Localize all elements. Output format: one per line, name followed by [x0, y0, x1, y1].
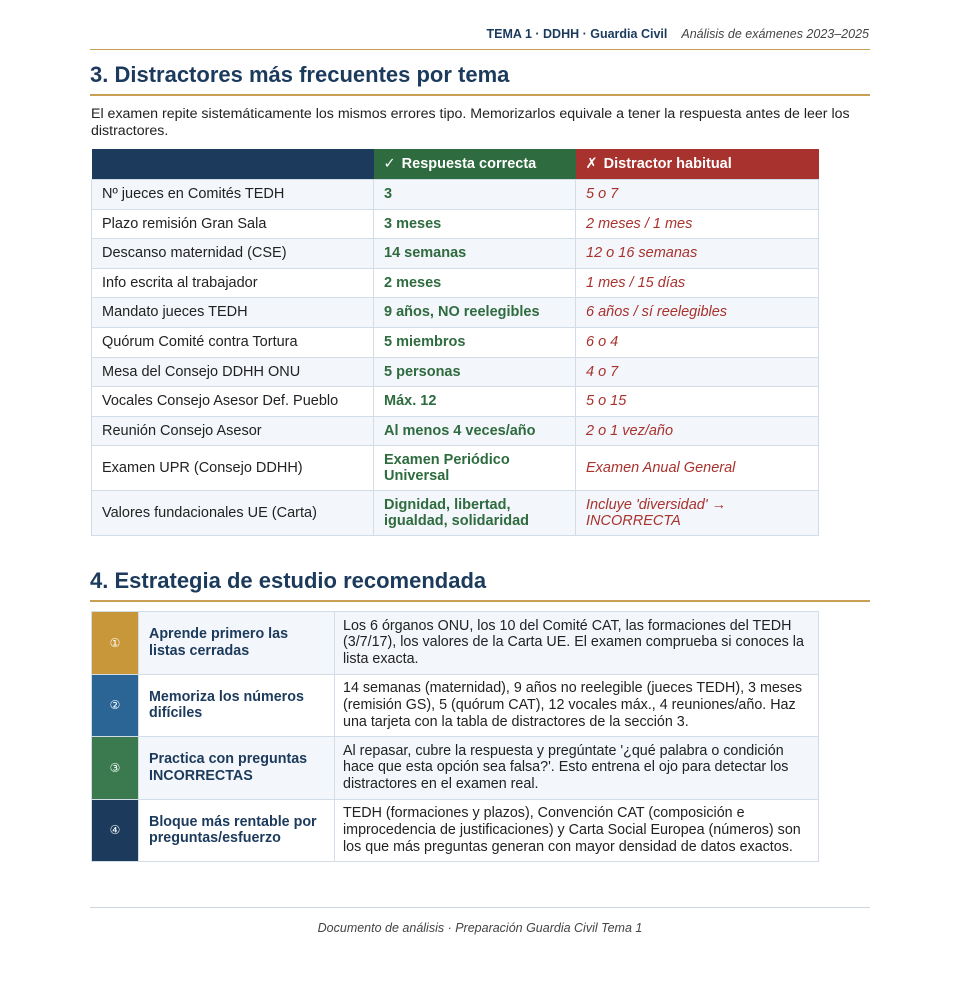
strategy-step: [92, 799, 819, 862]
row-correct-answer: 9 años, NO reelegibles: [374, 298, 576, 328]
row-concept: Quórum Comité contra Tortura: [92, 327, 374, 357]
page-footer: Documento de análisis · Preparación Guardia Civil Tema 1: [317, 921, 643, 935]
row-concept: Descanso maternidad (CSE): [92, 239, 374, 269]
row-correct-answer: Máx. 12: [374, 387, 576, 417]
table-row: [92, 268, 819, 298]
row-correct-answer: 2 meses: [374, 268, 576, 298]
row-distractor: 12 o 16 semanas: [576, 239, 819, 269]
ballot-x-icon: ✗: [585, 156, 598, 172]
strategy-table: [91, 611, 819, 862]
check-mark-icon: ✓: [383, 156, 396, 172]
strategy-step: [92, 737, 819, 800]
column-header-concept: [92, 149, 374, 180]
row-concept: Info escrita al trabajador: [92, 268, 374, 298]
step-description: TEDH (formaciones y plazos), Convención CAT (composición e improcedencia de justificaciones) y Carta Social Europea (números) son los que más preguntas generan con mayor densidad de datos exactos.: [335, 799, 819, 862]
row-concept: Examen UPR (Consejo DDHH): [92, 446, 374, 491]
step-title: Practica con preguntas INCORRECTAS: [139, 737, 335, 800]
distractor-table-header: [92, 149, 819, 180]
footer-divider: [90, 907, 870, 908]
step-description: Los 6 órganos ONU, los 10 del Comité CAT, las formaciones del TEDH (3/7/17), los valores de la Carta UE. El examen comprueba si conoces la lista exacta.: [335, 612, 819, 675]
row-distractor: Incluye 'diversidad' → INCORRECTA: [576, 491, 819, 536]
table-row: [92, 327, 819, 357]
row-correct-answer: Al menos 4 veces/año: [374, 416, 576, 446]
row-distractor: 1 mes / 15 días: [576, 268, 819, 298]
table-row: [92, 491, 819, 536]
step-title: Memoriza los números difíciles: [139, 674, 335, 737]
row-distractor: 6 o 4: [576, 327, 819, 357]
row-correct-answer: Examen Periódico Universal: [374, 446, 576, 491]
row-correct-answer: 3: [374, 180, 576, 210]
table-row: [92, 180, 819, 210]
row-concept: Vocales Consejo Asesor Def. Pueblo: [92, 387, 374, 417]
row-concept: Mesa del Consejo DDHH ONU: [92, 357, 374, 387]
table-row: [92, 239, 819, 269]
table-row: [92, 416, 819, 446]
running-header: [90, 27, 870, 50]
row-correct-answer: 5 personas: [374, 357, 576, 387]
section-4-title: 4. Estrategia de estudio recomendada: [90, 567, 870, 602]
step-number-badge: ②: [92, 674, 139, 737]
row-concept: Plazo remisión Gran Sala: [92, 209, 374, 239]
step-description: Al repasar, cubre la respuesta y pregúntate '¿qué palabra o condición hace que esta opción sea falsa?'. Esto entrena el ojo para detectar los distractores en el examen real.: [335, 737, 819, 800]
header-subtitle: Análisis de exámenes 2023–2025: [681, 27, 869, 41]
step-number-badge: ④: [92, 799, 139, 862]
column-header-correct: [374, 149, 576, 180]
column-header-wrong: [576, 149, 819, 180]
row-distractor: Examen Anual General: [576, 446, 819, 491]
header-topic: TEMA 1 · DDHH · Guardia Civil: [486, 27, 668, 41]
table-row: [92, 446, 819, 491]
row-correct-answer: 14 semanas: [374, 239, 576, 269]
row-distractor: 2 o 1 vez/año: [576, 416, 819, 446]
step-number-badge: ①: [92, 612, 139, 675]
column-header-correct-label: Respuesta correcta: [401, 156, 537, 172]
section-3-title: 3. Distractores más frecuentes por tema: [90, 61, 870, 96]
strategy-step: [92, 612, 819, 675]
row-distractor: 5 o 7: [576, 180, 819, 210]
step-number-badge: ③: [92, 737, 139, 800]
row-correct-answer: Dignidad, libertad, igualdad, solidaridad: [374, 491, 576, 536]
distractor-table: [91, 149, 819, 536]
table-row: [92, 209, 819, 239]
step-title: Bloque más rentable por preguntas/esfuerzo: [139, 799, 335, 862]
strategy-step: [92, 674, 819, 737]
row-concept: Reunión Consejo Asesor: [92, 416, 374, 446]
row-correct-answer: 5 miembros: [374, 327, 576, 357]
row-concept: Mandato jueces TEDH: [92, 298, 374, 328]
row-concept: Valores fundacionales UE (Carta): [92, 491, 374, 536]
row-correct-answer: 3 meses: [374, 209, 576, 239]
section-3-intro: El examen repite sistemáticamente los mismos errores tipo. Memorizarlos equivale a tener la respuesta antes de leer los distractores.: [91, 106, 850, 139]
table-row: [92, 357, 819, 387]
row-distractor: 6 años / sí reelegibles: [576, 298, 819, 328]
step-description: 14 semanas (maternidad), 9 años no reelegible (jueces TEDH), 3 meses (remisión GS), 5 (quórum CAT), 12 vocales máx., 4 reuniones/año. Haz una tarjeta con la tabla de distractores de la sección 3.: [335, 674, 819, 737]
row-concept: Nº jueces en Comités TEDH: [92, 180, 374, 210]
row-distractor: 4 o 7: [576, 357, 819, 387]
step-title: Aprende primero las listas cerradas: [139, 612, 335, 675]
table-row: [92, 387, 819, 417]
row-distractor: 5 o 15: [576, 387, 819, 417]
column-header-wrong-label: Distractor habitual: [603, 156, 732, 172]
table-row: [92, 298, 819, 328]
row-distractor: 2 meses / 1 mes: [576, 209, 819, 239]
